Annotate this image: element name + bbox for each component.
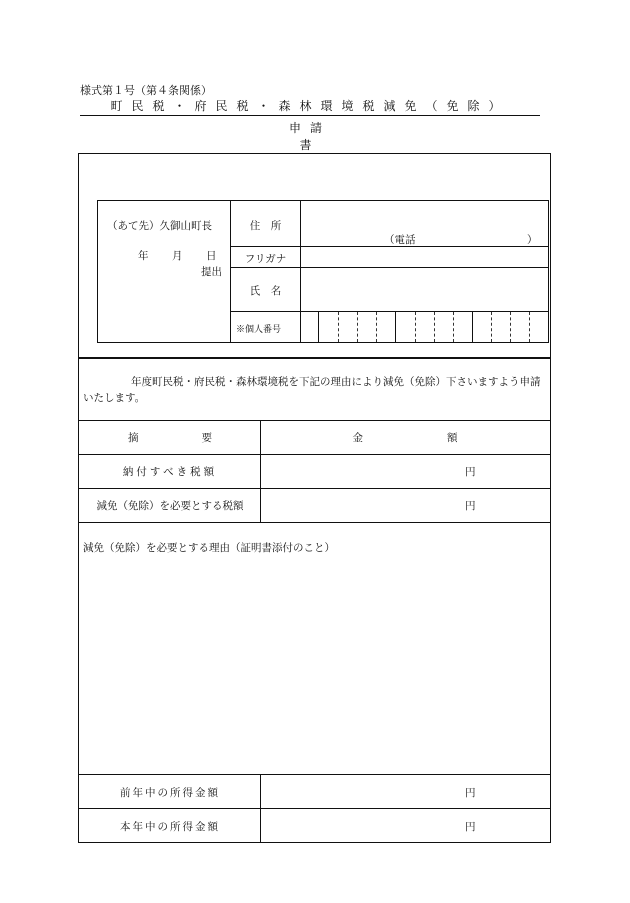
col-amount-header: 金 額 [352,432,458,444]
date-month: 月 [172,250,183,262]
table-top [78,420,551,421]
addressee: （あて先）久御山町長 [107,220,212,232]
reason-field[interactable] [80,560,549,772]
table-row-line [78,488,551,489]
table-row-line [78,774,551,775]
row-curr-income-label: 本年中の所得金額 [120,821,220,833]
furigana-field[interactable] [301,247,548,267]
address-label: 住 所 [249,220,282,232]
phone-open: （電話 [384,234,416,246]
name-field[interactable] [301,268,548,311]
form-number: 様式第１号（第４条関係） [80,84,212,97]
table-row-line [78,808,551,809]
submitted-label: 提出 [201,266,222,278]
furigana-label: フリガナ [244,253,287,265]
date-year: 年 [138,250,149,262]
date-day: 日 [206,250,217,262]
row-prev-income-unit: 円 [465,787,476,799]
form-subtitle: 申請書 [280,119,340,154]
personal-number-label: ※個人番号 [236,325,282,335]
applicant-box-bottom [97,342,549,343]
row-tax-due-unit: 円 [465,466,476,478]
address-field[interactable] [301,201,548,246]
row-exempt-tax-label: 減免（免除）を必要とする税額 [96,500,244,512]
name-label: 氏 名 [249,285,282,297]
request-text: 年度町民税・府民税・森林環境税を下記の理由により減免（免除）下さいますよう申請いたします。 [83,376,541,404]
personal-number-field[interactable] [319,312,548,342]
table-row-line [78,522,551,523]
applicant-box-left [97,200,98,343]
section-divider [78,357,551,359]
row-prev-income-label: 前年中の所得金額 [120,787,220,799]
applicant-box-right [548,200,549,343]
row-curr-income-unit: 円 [465,821,476,833]
col-summary-header: 摘 要 [128,432,212,444]
phone-close: ） [527,234,538,246]
table-row-line [78,454,551,455]
form-title: 町民税・府民税・森林環境税減免（免除） [80,97,540,116]
reason-label: 減免（免除）を必要とする理由（証明書添付のこと） [83,542,335,554]
row-exempt-tax-unit: 円 [465,500,476,512]
table-col-divider [260,774,261,842]
row-tax-due-label: 納付すべき税額 [122,466,218,478]
